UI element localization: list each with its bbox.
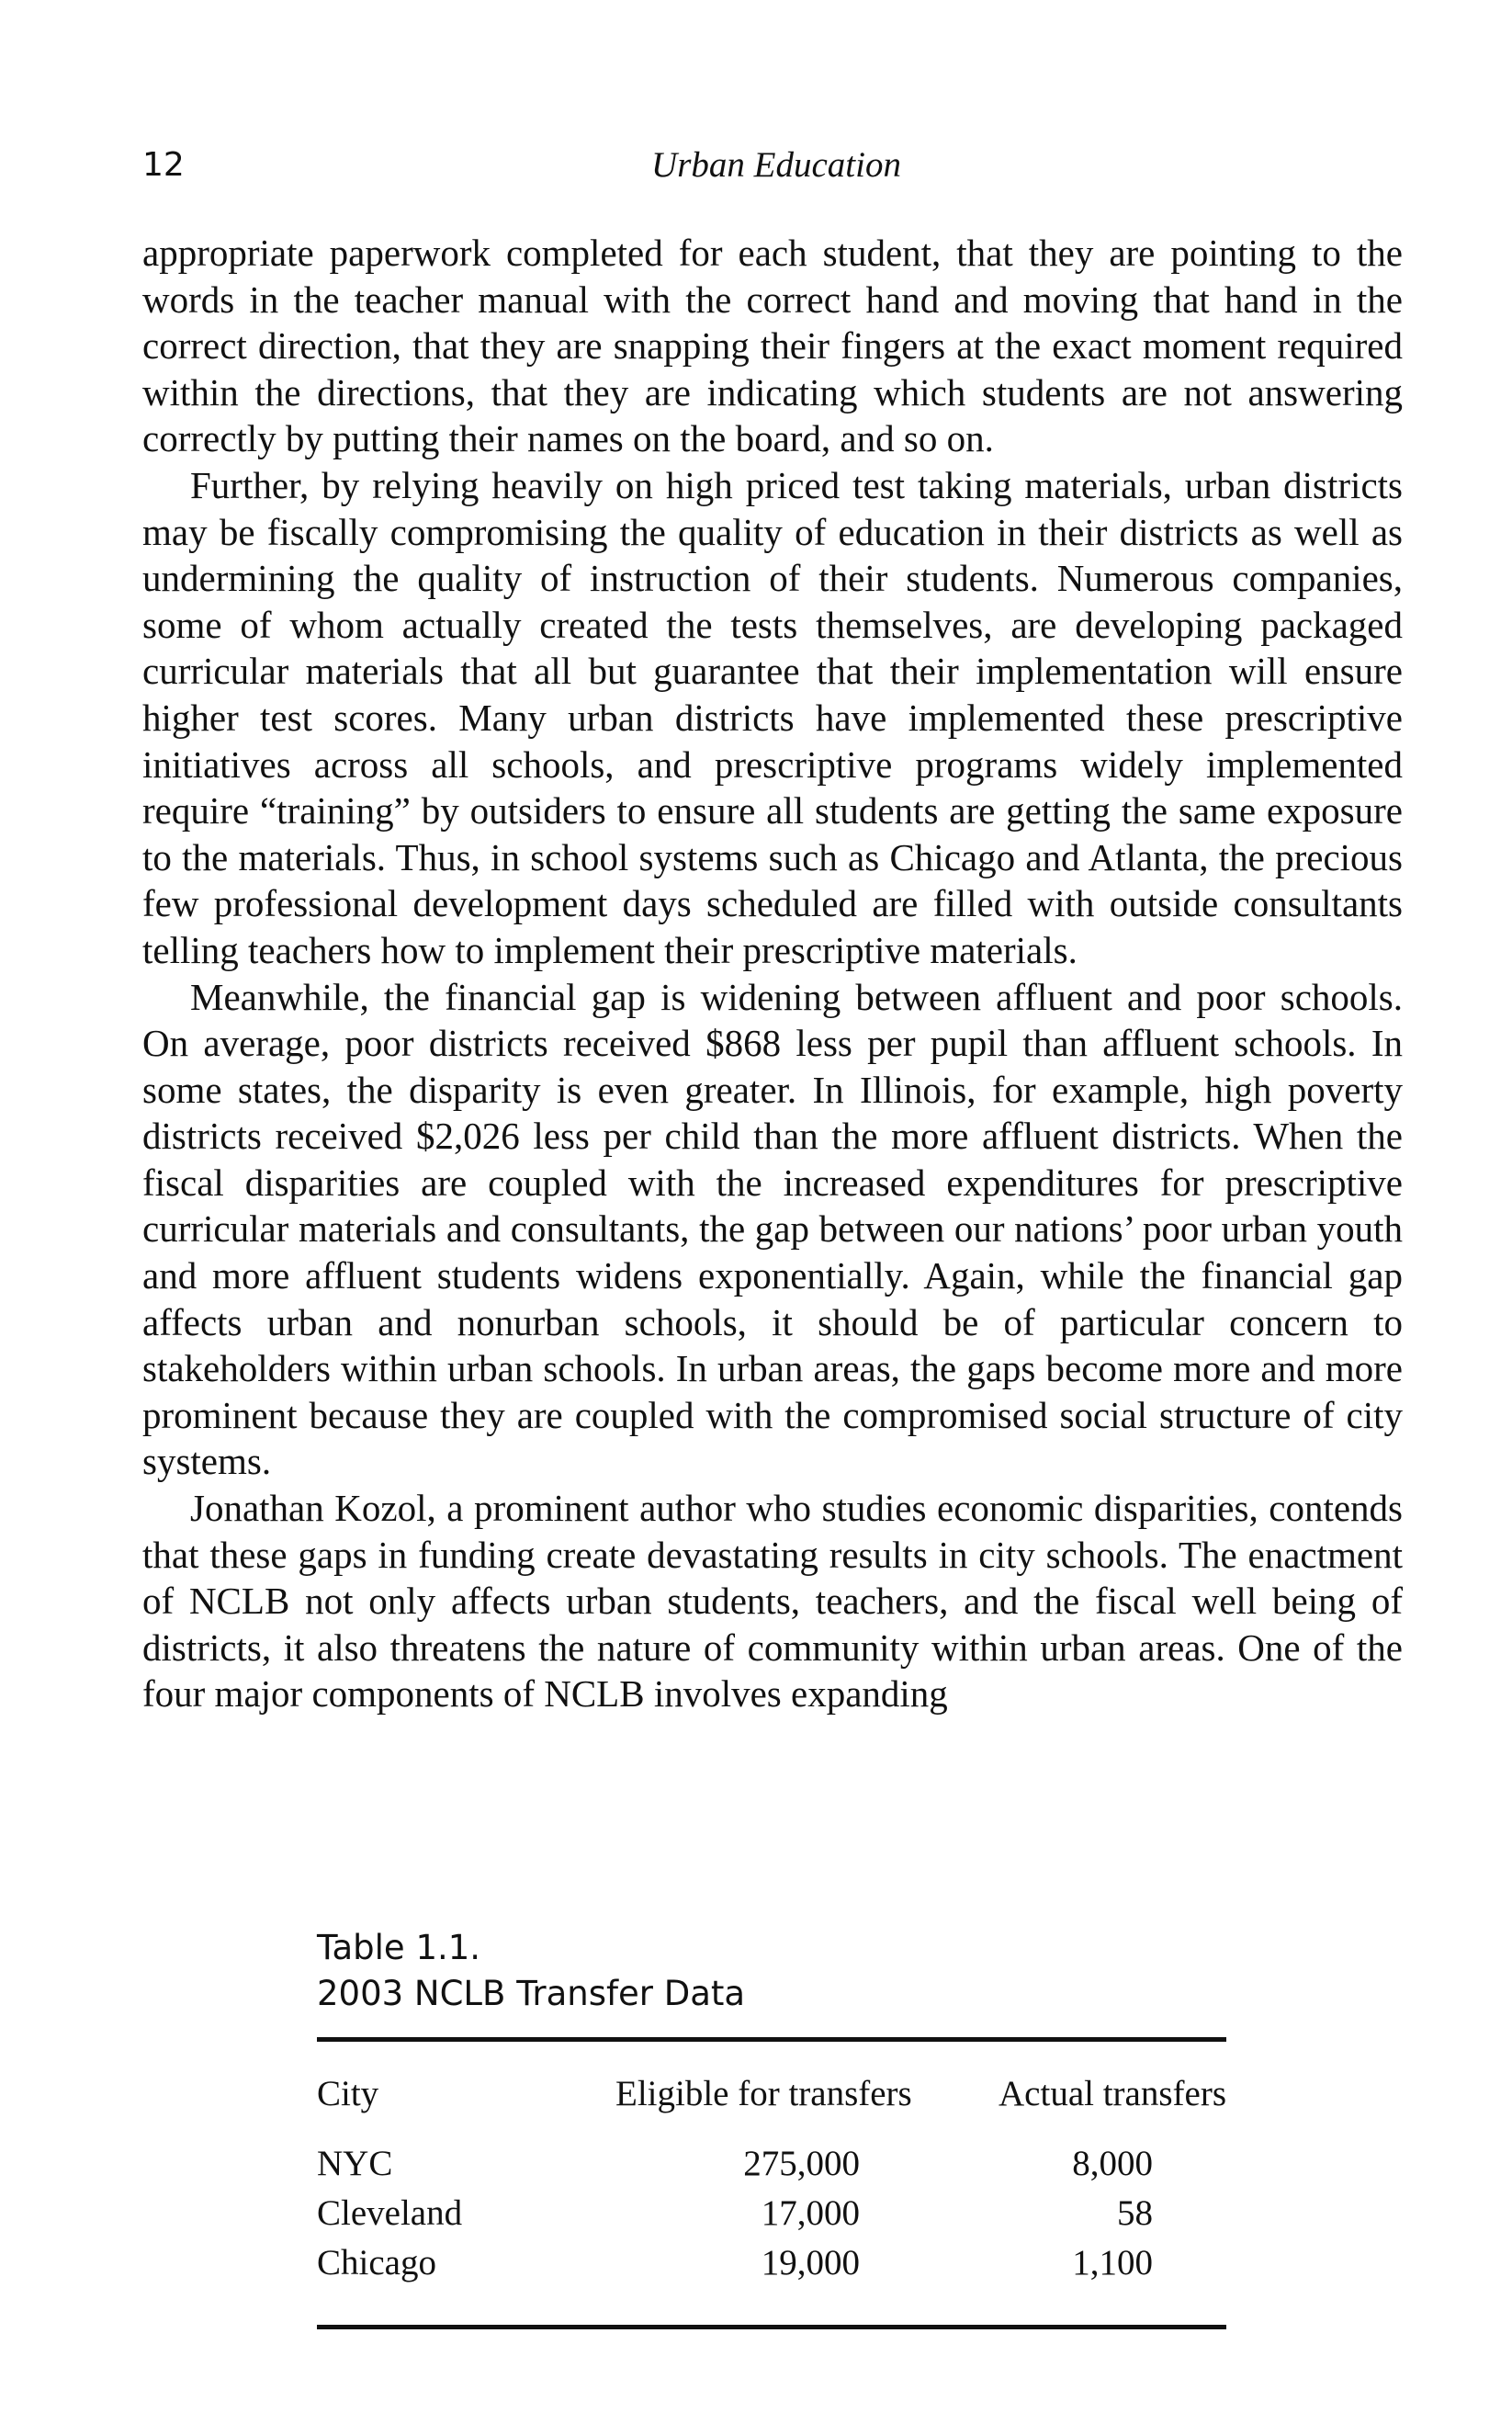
page-number: 12 <box>142 146 185 184</box>
table-row <box>317 2238 1226 2288</box>
table-label: Table 1.1. <box>317 1928 481 1967</box>
page-header <box>142 138 1410 193</box>
column-header-actual: Actual transfers <box>999 2074 1226 2113</box>
table-header-row <box>317 2042 1226 2139</box>
transfer-data-table <box>317 2042 1226 2288</box>
column-header-eligible: Eligible for transfers <box>615 2074 912 2113</box>
column-header-city: City <box>317 2074 379 2113</box>
table-row <box>317 2139 1226 2189</box>
cell-eligible: 19,000 <box>761 2243 861 2282</box>
body-text <box>142 230 1403 1717</box>
table-row <box>317 2189 1226 2238</box>
table-title: 2003 NCLB Transfer Data <box>317 1974 746 2013</box>
running-head: Urban Education <box>651 145 901 185</box>
table-block <box>317 1925 1226 2329</box>
paragraph: Jonathan Kozol, a prominent author who studies economic disparities, contends that these gaps in funding create devastating results in city schools. The enactment of NCLB not only affects urban students, teachers, and the fiscal well being of districts, it also threatens the nature of community within urban areas. One of the four major components of NCLB involves expanding <box>142 1487 1403 1716</box>
paragraph: appropriate paperwork completed for each student, that they are pointing to the words in the teacher manual with the correct hand and moving that hand in the correct direction, that they are snapping their fingers at the exact moment required within the directions, that they are indicating which students are not answering correctly by putting their names on the board, and so on. <box>142 232 1403 460</box>
paragraph: Meanwhile, the financial gap is widening between affluent and poor schools. On average, poor districts received $868 less per pupil than affluent schools. In some states, the disparity is even greater. In Illinois, for example, high poverty districts received $2,026 less per child than the more affluent districts. When the fiscal disparities are coupled with the increased expenditures for prescriptive curricular materials and consultants, the gap between our nations’ poor urban youth and more affluent students widens exponentially. Again, while the financial gap affects urban and nonurban schools, it should be of particular concern to stakeholders within urban schools. In urban areas, the gaps become more and more prominent because they are coupled with the compromised social structure of city systems. <box>142 975 1403 1483</box>
cell-actual: 58 <box>1117 2193 1153 2233</box>
cell-actual: 8,000 <box>1072 2144 1153 2183</box>
cell-city: NYC <box>317 2144 393 2183</box>
cell-city: Cleveland <box>317 2193 463 2233</box>
paragraph: Further, by relying heavily on high priced test taking materials, urban districts may be fiscally compromising the quality of education in their districts as well as undermining the quality of instruction of their students. Numerous companies, some of whom actually created the tests themselves, are developing packaged curricular materials that all but guarantee that their implementation will ensure higher test scores. Many urban districts have implemented these prescriptive initiatives across all schools, and prescriptive programs widely implemented require “training” by outsiders to ensure all students are getting the same exposure to the materials. Thus, in school systems such as Chicago and Atlanta, the precious few professional development days scheduled are filled with outside consultants telling teachers how to implement their prescriptive materials. <box>142 463 1403 971</box>
cell-eligible: 17,000 <box>761 2193 861 2233</box>
cell-city: Chicago <box>317 2243 436 2282</box>
cell-eligible: 275,000 <box>743 2144 861 2183</box>
cell-actual: 1,100 <box>1072 2243 1153 2282</box>
table-bottom-rule <box>317 2325 1226 2329</box>
